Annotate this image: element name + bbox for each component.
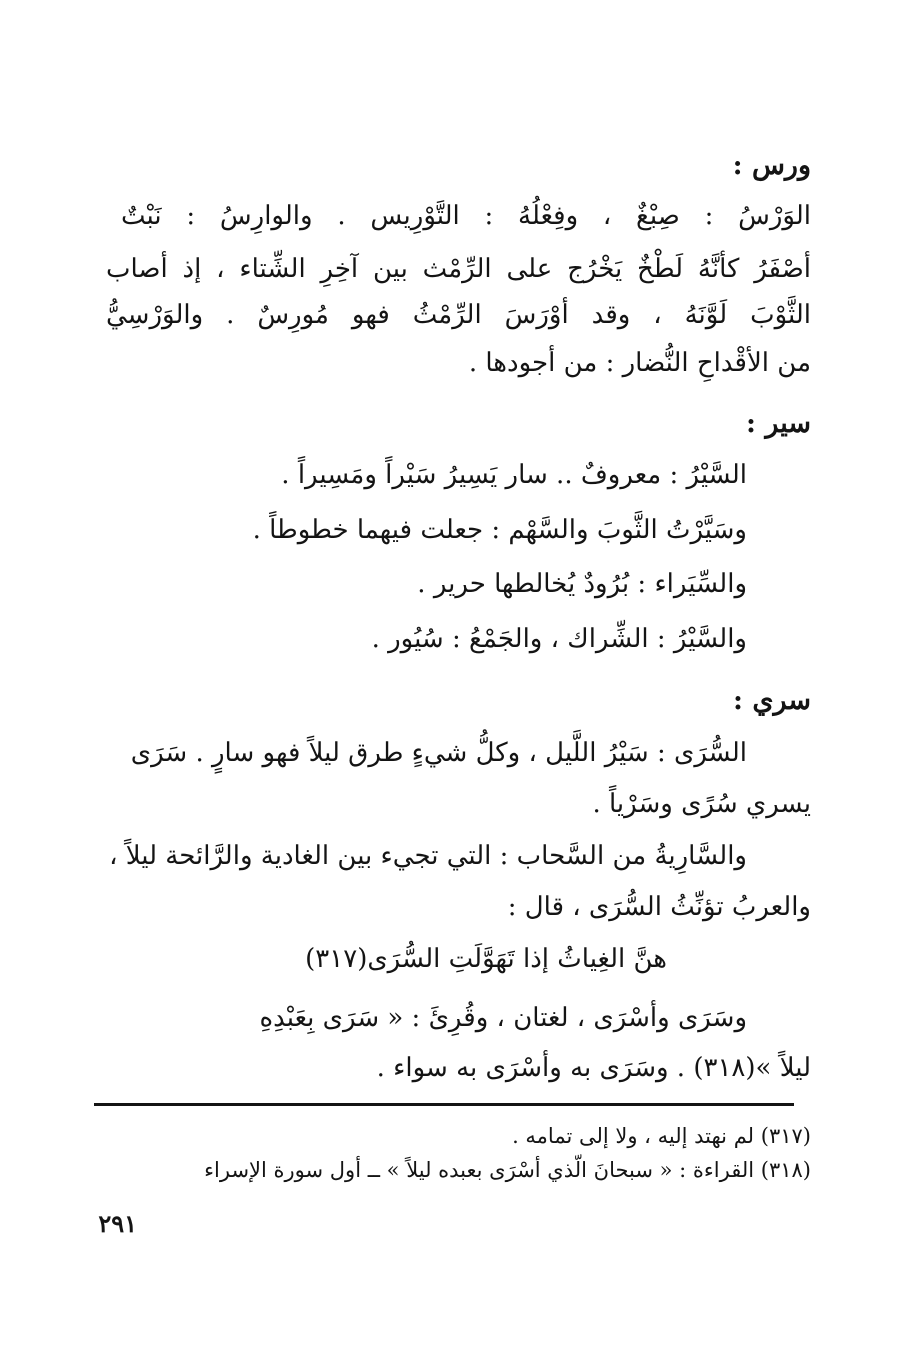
footnote-318: (٣١٨) القراءة : « سبحانَ الّذي أسْرَى بعبده ليلاً » ــ أول سورة الإسراء — [204, 1158, 811, 1182]
definition-line: السَّيْرُ : معروفٌ .. سار يَسِيرُ سَيْراً ومَسِيراً . — [281, 460, 747, 490]
footnote-rule — [94, 1103, 794, 1106]
definition-line: الثَّوْبَ لَوَّنَهُ ، وقد أوْرَسَ الرِّمْثُ فهو مُورِسٌ . والوَرْسِيُّ — [106, 300, 811, 330]
page-number: ٢٩١ — [98, 1209, 137, 1238]
poetry-verse: هنَّ الغِياثُ إذا تَهَوَّلَتِ السُّرَى(٣١٧) — [305, 944, 667, 974]
entry-heading-sayr: سير : — [745, 408, 811, 439]
definition-line: وسَيَّرْتُ الثَّوبَ والسَّهْم : جعلت فيهما خطوطاً . — [252, 515, 747, 545]
definition-line: السُّرَى : سَيْرُ اللَّيل ، وكلُّ شيءٍ طرق ليلاً فهو سارٍ . سَرَى — [130, 738, 747, 768]
definition-line: الوَرْسُ : صِبْغٌ ، وفِعْلُهُ : التَّوْرِيس . والوارِسُ : نَبْتٌ — [121, 201, 811, 231]
definition-line: يسري سُرًى وسَرْياً . — [592, 789, 811, 819]
definition-line: والعربُ تؤنِّثُ السُّرَى ، قال : — [507, 892, 811, 922]
definition-line: والسَّارِيةُ من السَّحاب : التي تجيء بين الغادية والرَّائحة ليلاً ، — [109, 841, 747, 871]
definition-line: وسَرَى وأسْرَى ، لغتان ، وقُرِئَ : « سَرَى بِعَبْدِهِ — [259, 1003, 747, 1033]
definition-line: أصْفَرُ كأنَّهُ لَطْخٌ يَخْرُج على الرِّمْث بين آخِرِ الشِّتاء ، إذ أصاب — [106, 254, 811, 284]
entry-heading-wars: ورس : — [732, 150, 811, 181]
definition-line: والسَّيْرُ : الشِّراك ، والجَمْعُ : سُيُور . — [371, 624, 747, 654]
definition-line: من الأقْداحِ النُّضار : من أجودها . — [468, 348, 811, 378]
definition-line: ليلاً »(٣١٨) . وسَرَى به وأسْرَى به سواء . — [376, 1053, 811, 1083]
definition-line: والسِّيَراء : بُرُودٌ يُخالطها حرير . — [417, 569, 747, 599]
entry-heading-sari: سري : — [732, 685, 811, 716]
footnote-317: (٣١٧) لم نهتد إليه ، ولا إلى تمامه . — [512, 1124, 811, 1148]
